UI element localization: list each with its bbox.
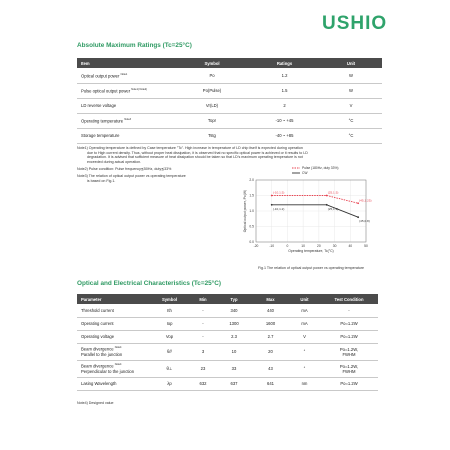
oec-cell-param: Beam divergence $^{Note4}$ Parallel to the junction	[77, 343, 149, 360]
oec-cell-typ: 10	[216, 343, 252, 360]
x-tick-label: 30	[332, 244, 337, 248]
table-row	[77, 128, 382, 143]
amr-cell-rating: 2	[249, 98, 320, 113]
oec-cell-cond: Po=1.2W	[320, 330, 378, 343]
y-tick-label: 2.0	[249, 178, 254, 183]
amr-header-unit: Unit	[320, 58, 382, 68]
oec-header-parameter: Parameter	[77, 294, 149, 304]
amr-cell-item: Pulse optical output power $^{Note1) Note2)}$	[77, 83, 175, 98]
oec-cell-max: 641	[252, 377, 289, 390]
data-point	[357, 202, 359, 204]
x-tick-label: -10	[269, 244, 275, 248]
amr-table	[77, 58, 382, 144]
amr-cell-rating: 1.5	[249, 83, 320, 98]
y-tick-label: 1.0	[249, 209, 254, 214]
oec-cell-param: Operating voltage	[77, 330, 149, 343]
amr-cell-symbol: Vr(LD)	[175, 98, 249, 113]
oec-cell-param: Lasing Wavelength	[77, 377, 149, 390]
amr-cell-rating: -40 ~ +85	[249, 128, 320, 143]
x-axis-label: Operating temperature, Tc(°C)	[288, 249, 334, 253]
legend-entry: CW	[302, 171, 308, 176]
oec-cell-symbol: Ith	[149, 304, 190, 317]
amr-cell-rating: -10 ~ +45	[249, 113, 320, 128]
note-1: Note1) Operating temperature is defined by Case temperature "Tc". High increase in temperature of LD chip itself is expected during operation due to High current density. Thus, without proper heat dissipation, it is observed that no specific optical power is achieved or it results to LD degradation. It is advised that sufficient measure of heat dissipation should be taken so that LD's maximum operating temperature is not exceeded during actual operation.	[77, 146, 308, 164]
data-label: (25,1.2)	[327, 206, 339, 211]
table-row	[77, 83, 382, 98]
note-3: Note3) The relation of optical output power vs operating temperature is based on Fig.1.	[77, 173, 186, 183]
oec-cell-typ: 2.3	[216, 330, 252, 343]
data-point	[326, 204, 328, 206]
data-label: (-10,1.5)	[272, 190, 285, 195]
amr-cell-item: Storage temperature	[77, 128, 175, 143]
note-2: Note2) Pulse condition: Pulse frequency≦50Hz, duty≦33%	[77, 166, 172, 171]
oec-cell-cond: Po=1.2W, FWHM	[320, 360, 378, 377]
x-tick-label: 0	[286, 244, 289, 248]
oec-cell-max: 440	[252, 304, 289, 317]
amr-cell-rating: 1.2	[249, 68, 320, 83]
oec-cell-max: 43	[252, 360, 289, 377]
power-vs-temperature-chart	[232, 164, 382, 262]
oec-title: Optical and Electrical Characteristics (Tc=25°C)	[77, 280, 221, 287]
table-row	[77, 304, 378, 317]
x-tick-label: -20	[253, 244, 259, 248]
oec-cell-min: -	[190, 330, 216, 343]
oec-cell-param: Threshold current	[77, 304, 149, 317]
oec-header-symbol: Symbol	[149, 294, 190, 304]
table-row	[77, 377, 378, 390]
data-label: (45,1.25)	[359, 198, 372, 203]
table-row	[77, 330, 378, 343]
oec-cell-min: 632	[190, 377, 216, 390]
amr-cell-unit: W	[320, 83, 382, 98]
oec-cell-min: -	[190, 304, 216, 317]
oec-cell-max: 2.7	[252, 330, 289, 343]
oec-cell-unit: °	[289, 360, 320, 377]
data-label: (25,1.5)	[327, 190, 339, 195]
oec-cell-unit: mA	[289, 317, 320, 330]
y-tick-label: 0.0	[249, 240, 254, 245]
oec-cell-typ: 33	[216, 360, 252, 377]
amr-cell-symbol: Po	[175, 68, 249, 83]
oec-header-unit: Unit	[289, 294, 320, 304]
amr-header-item: Item	[77, 58, 175, 68]
oec-cell-typ: 1300	[216, 317, 252, 330]
amr-cell-unit: W	[320, 68, 382, 83]
table-row	[77, 343, 378, 360]
oec-header-max: Max	[252, 294, 289, 304]
data-point	[271, 204, 273, 206]
series-line	[272, 196, 358, 204]
x-tick-label: 20	[317, 244, 321, 248]
table-row	[77, 98, 382, 113]
amr-cell-unit: V	[320, 98, 382, 113]
oec-cell-max: 1600	[252, 317, 289, 330]
amr-cell-item: LD reverse voltage	[77, 98, 175, 113]
oec-cell-min: 3	[190, 343, 216, 360]
oec-cell-cond: Po=1.2W	[320, 377, 378, 390]
y-axis-label: Optical output power, Po(W)	[243, 189, 247, 233]
oec-cell-cond: Po=1.2W	[320, 317, 378, 330]
table-row	[77, 317, 378, 330]
oec-header-typ: Typ	[216, 294, 252, 304]
data-label: (-10,1.2)	[272, 206, 285, 211]
oec-cell-param: Beam divergence $^{Note4}$ Perpendicular to the junction	[77, 360, 149, 377]
amr-cell-unit: °C	[320, 128, 382, 143]
oec-cell-unit: V	[289, 330, 320, 343]
oec-cell-symbol: λp	[149, 377, 190, 390]
oec-cell-min: -	[190, 317, 216, 330]
oec-header-test-condition: Test Condition	[320, 294, 378, 304]
oec-cell-min: 23	[190, 360, 216, 377]
amr-cell-item: Operating temperature $^{Note3}$	[77, 113, 175, 128]
oec-cell-param: Operating current	[77, 317, 149, 330]
amr-cell-unit: °C	[320, 113, 382, 128]
x-tick-label: 50	[364, 244, 368, 248]
data-label: (45,0.8)	[359, 219, 370, 224]
table-row	[77, 113, 382, 128]
x-tick-label: 10	[301, 244, 305, 248]
chart-caption: Fig.1 The relation of optical output power vs operating temperature	[258, 266, 365, 270]
data-point	[271, 195, 273, 197]
x-tick-label: 40	[348, 244, 353, 248]
ushio-logo: USHIO	[322, 13, 388, 34]
oec-cell-unit: mA	[289, 304, 320, 317]
oec-cell-unit: nm	[289, 377, 320, 390]
amr-cell-symbol: Tstg	[175, 128, 249, 143]
amr-cell-symbol: Topr	[175, 113, 249, 128]
oec-footnote: Note4) Designed value	[77, 401, 114, 405]
table-row	[77, 68, 382, 83]
oec-cell-typ: 637	[216, 377, 252, 390]
table-row	[77, 360, 378, 377]
legend-entry: Pulse (180Hz, duty 33%)	[302, 166, 339, 171]
oec-table	[77, 294, 378, 391]
oec-cell-cond: Po=1.2W, FWHM	[320, 343, 378, 360]
oec-cell-symbol: θ//	[149, 343, 190, 360]
oec-cell-symbol: Vop	[149, 330, 190, 343]
data-point	[326, 195, 328, 197]
y-tick-label: 0.5	[249, 224, 254, 229]
oec-cell-symbol: θ⊥	[149, 360, 190, 377]
oec-cell-max: 20	[252, 343, 289, 360]
oec-header-min: Min	[190, 294, 216, 304]
oec-cell-unit: °	[289, 343, 320, 360]
amr-header-symbol: Symbol	[175, 58, 249, 68]
data-point	[357, 216, 359, 218]
oec-cell-cond: -	[320, 304, 378, 317]
amr-cell-item: Optical output power $^{Note1}$	[77, 68, 175, 83]
amr-title: Absolute Maximum Ratings (Tc=25°C)	[77, 42, 192, 49]
y-tick-label: 1.5	[249, 193, 254, 198]
oec-cell-symbol: Iop	[149, 317, 190, 330]
oec-cell-typ: 340	[216, 304, 252, 317]
amr-header-ratings: Ratings	[249, 58, 320, 68]
amr-cell-symbol: Po(Pulse)	[175, 83, 249, 98]
